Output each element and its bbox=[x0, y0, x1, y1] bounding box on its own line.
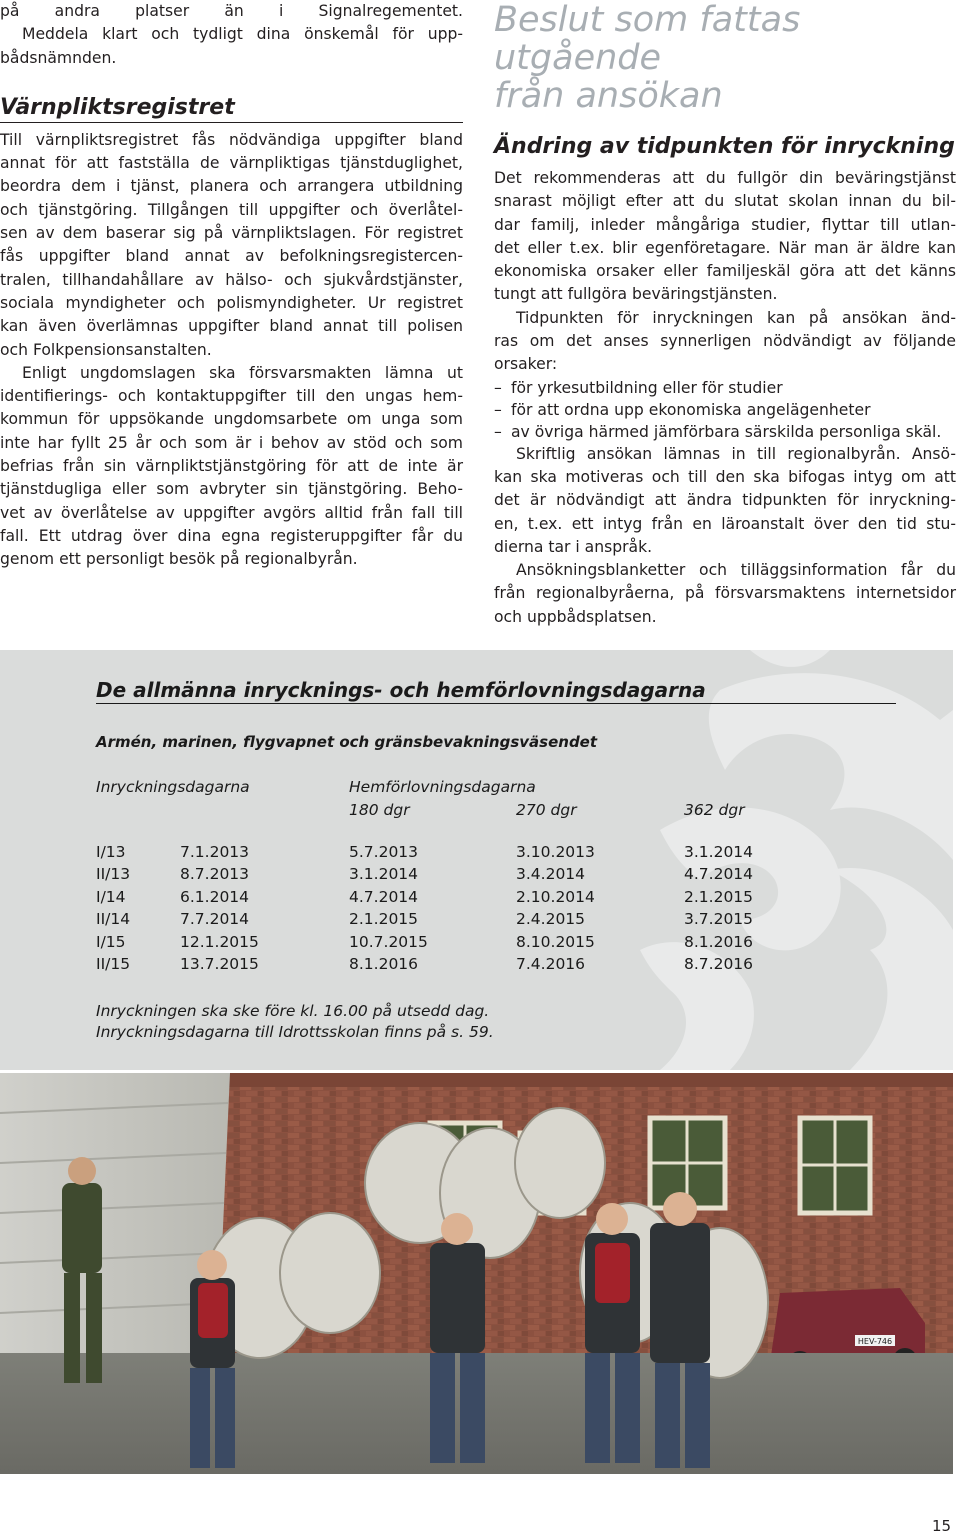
section-heading-varnpliktsregistret: Värnpliktsregistret bbox=[0, 95, 463, 123]
cell-inryckning: 7.7.2014 bbox=[180, 910, 250, 929]
text-line: och tjänstgöring. Tillgången till uppgifter och överlåtel- bbox=[0, 200, 463, 219]
cell-362: 3.1.2014 bbox=[684, 843, 754, 861]
box-title: De allmänna inrycknings- och hemförlovningsdagarna bbox=[96, 677, 896, 704]
list-item bbox=[494, 421, 956, 443]
box-note: Inryckningsdagarna till Idrottsskolan finns på s. 59. bbox=[96, 1023, 494, 1041]
text-line: kommun för uppsökande ungdomsarbete om unga som bbox=[0, 410, 463, 429]
cell-contingent: II/15 bbox=[96, 955, 131, 974]
paragraph-youth-law bbox=[0, 362, 463, 572]
text-line: fås uppgifter bland annat av befolkningsregistercen- bbox=[0, 247, 463, 266]
cell-contingent: I/15 bbox=[96, 932, 126, 951]
intro-line: Meddela klart och tydligt dina önskemål för upp- bbox=[22, 25, 463, 44]
text-line: och uppbådsplatsen. bbox=[494, 607, 657, 626]
sub-heading: Ändring av tidpunkten för inryckning bbox=[494, 134, 955, 159]
cell-362: 4.7.2014 bbox=[684, 865, 754, 884]
table-row bbox=[96, 908, 774, 930]
text-line: ekonomiska orsaker eller familjeskäl göra att det känns bbox=[494, 262, 956, 281]
text-line: ras om det anses synnerligen nödvändigt av följande bbox=[494, 332, 956, 351]
list-item-text: av övriga härmed jämförbara särskilda personliga skäl. bbox=[511, 422, 942, 441]
table-row bbox=[96, 931, 774, 953]
text-line: annat för att fastställa de värnpliktigas tjänstduglighet, bbox=[0, 154, 463, 173]
text-line: Ansökningsblanketter och tilläggsinformation får du bbox=[516, 561, 956, 580]
cell-270: 7.4.2016 bbox=[516, 955, 586, 974]
list-item bbox=[494, 377, 956, 399]
cell-inryckning: 12.1.2015 bbox=[180, 932, 259, 951]
cell-270: 8.10.2015 bbox=[516, 932, 595, 951]
text-line: befrias från sin värnpliktstjänstgöring för att de inte är bbox=[0, 457, 463, 476]
box-note: Inryckningen ska ske före kl. 16.00 på utsedd dag. bbox=[96, 1002, 490, 1020]
reasons-list bbox=[494, 377, 956, 443]
text-line: kan ska motiveras och till den ska bifogas intyg om att bbox=[494, 467, 956, 486]
text-line: inte har fyllt 25 år och som är i behov av stöd och som bbox=[0, 433, 463, 452]
dash-bullet: – bbox=[494, 378, 502, 397]
duration-header-270: 270 dgr bbox=[516, 801, 577, 819]
text-line: kan även överlämnas uppgifter bland annat till polisen bbox=[0, 317, 463, 336]
text-line: snarast möjligt efter att du slutat skolan innan du bil- bbox=[494, 192, 956, 211]
text-line: tjänstdugliga eller som avbryter sin tjänstgöring. Beho- bbox=[0, 480, 463, 499]
text-line: det eller t.ex. blir egenföretagare. När man är äldre kan bbox=[494, 238, 956, 257]
cell-contingent: II/14 bbox=[96, 910, 131, 929]
cell-inryckning: 13.7.2015 bbox=[180, 955, 259, 974]
main-heading bbox=[494, 0, 956, 115]
table-row bbox=[96, 886, 774, 908]
cell-inryckning: 7.1.2013 bbox=[180, 843, 250, 861]
paragraph-register bbox=[0, 129, 463, 362]
dash-bullet: – bbox=[494, 400, 502, 419]
cell-180: 5.7.2013 bbox=[349, 843, 419, 861]
text-line: tralen, tillhandahållare av hälso- och sjukvårdstjänster, bbox=[0, 270, 463, 289]
cell-180: 10.7.2015 bbox=[349, 932, 428, 951]
cell-180: 4.7.2014 bbox=[349, 887, 419, 906]
text-line: orsaker: bbox=[494, 355, 558, 374]
dash-bullet: – bbox=[494, 422, 502, 441]
cell-180: 3.1.2014 bbox=[349, 865, 419, 884]
text-line: och Folkpensionsanstalten. bbox=[0, 340, 212, 359]
text-line: tungt att fullgöra beväringstjänsten. bbox=[494, 285, 778, 304]
text-line: sociala myndigheter och polismyndigheter. Ur registret bbox=[0, 293, 463, 312]
text-line: från regionalbyråerna, på försvarsmaktens internetsidor bbox=[494, 584, 956, 603]
main-heading-line: från ansökan bbox=[494, 76, 723, 116]
box-subtitle: Armén, marinen, flygvapnet och gränsbevakningsväsendet bbox=[96, 733, 598, 751]
text-line: genom ett personligt besök på regionalbyrån. bbox=[0, 550, 358, 569]
cell-180: 2.1.2015 bbox=[349, 910, 419, 929]
text-line: Tidpunkten för inryckningen kan på ansökan änd- bbox=[516, 308, 956, 327]
cell-270: 2.4.2015 bbox=[516, 910, 586, 929]
page-number: 15 bbox=[932, 1517, 952, 1535]
list-item-text: för att ordna upp ekonomiska angelägenheter bbox=[511, 400, 871, 419]
duration-header-180: 180 dgr bbox=[349, 801, 410, 819]
paragraph-recommendation bbox=[494, 167, 956, 307]
column-header-hemforlovning: Hemförlovningsdagarna bbox=[349, 778, 536, 796]
cell-inryckning: 8.7.2013 bbox=[180, 865, 250, 884]
duration-header-362: 362 dgr bbox=[684, 801, 745, 819]
list-item bbox=[494, 399, 956, 421]
text-line: Enligt ungdomslagen ska försvarsmakten lämna ut bbox=[22, 363, 463, 382]
cell-362: 8.1.2016 bbox=[684, 932, 754, 951]
paragraph-forms bbox=[494, 559, 956, 629]
paragraph-reasons bbox=[494, 307, 956, 377]
paragraph-application bbox=[494, 443, 956, 559]
text-line: sen av dem baserar sig på värnpliktslagen. För registret bbox=[0, 224, 463, 243]
text-line: beordra dem i tjänst, planera och arrangera utbildning bbox=[0, 177, 463, 196]
cell-contingent: II/13 bbox=[96, 865, 131, 884]
car-plate: HEV-746 bbox=[857, 1337, 893, 1346]
text-line: Det rekommenderas att du fullgör din beväringstjänst bbox=[494, 169, 956, 187]
text-line: en, t.ex. ett intyg från en läroanstalt över den tid stu- bbox=[494, 514, 956, 533]
text-line: Till värnpliktsregistret fås nödvändiga uppgifter bland bbox=[0, 130, 463, 149]
cell-362: 8.7.2016 bbox=[684, 955, 754, 974]
cell-270: 3.10.2013 bbox=[516, 843, 595, 861]
table-row bbox=[96, 863, 774, 885]
text-line: vet av överlåtelse av uppgifter avgörs alltid från fall till bbox=[0, 503, 463, 522]
text-line: dar familj, inleder mångåriga studier, flyttar till utlan- bbox=[494, 215, 956, 234]
cell-contingent: I/13 bbox=[96, 843, 126, 861]
text-line: fall. Ett utdrag över dina egna registeruppgifter får du bbox=[0, 526, 463, 545]
text-line: Skriftlig ansökan lämnas in till regionalbyrån. Ansö- bbox=[516, 444, 956, 463]
right-column bbox=[494, 0, 956, 629]
column-header-inryckning: Inryckningsdagarna bbox=[96, 778, 250, 796]
text-line: det är nödvändigt att ändra tidpunkten för inryckning- bbox=[494, 491, 956, 510]
main-heading-line: Beslut som fattas utgående bbox=[494, 0, 801, 78]
cell-180: 8.1.2016 bbox=[349, 955, 419, 974]
cell-362: 2.1.2015 bbox=[684, 887, 754, 906]
text-line: identifierings- och kontaktuppgifter till den ungas hem- bbox=[0, 387, 463, 406]
cell-362: 3.7.2015 bbox=[684, 910, 754, 929]
list-item-text: för yrkesutbildning eller för studier bbox=[511, 378, 783, 397]
text-line: dierna tar i anspråk. bbox=[494, 537, 653, 556]
schedule-table bbox=[96, 841, 774, 975]
schedule-box bbox=[0, 650, 953, 1070]
left-column bbox=[0, 0, 463, 572]
cell-270: 3.4.2014 bbox=[516, 865, 586, 884]
intro-line: på andra platser än i Signalregementet. bbox=[0, 2, 463, 20]
table-row bbox=[96, 953, 774, 975]
table-row bbox=[96, 841, 774, 863]
cell-contingent: I/14 bbox=[96, 887, 126, 906]
cell-inryckning: 6.1.2014 bbox=[180, 887, 250, 906]
cell-270: 2.10.2014 bbox=[516, 887, 595, 906]
photo-conscripts-carrying-bags-icon bbox=[0, 1073, 953, 1474]
intro-line: bådsnämnden. bbox=[0, 48, 117, 67]
